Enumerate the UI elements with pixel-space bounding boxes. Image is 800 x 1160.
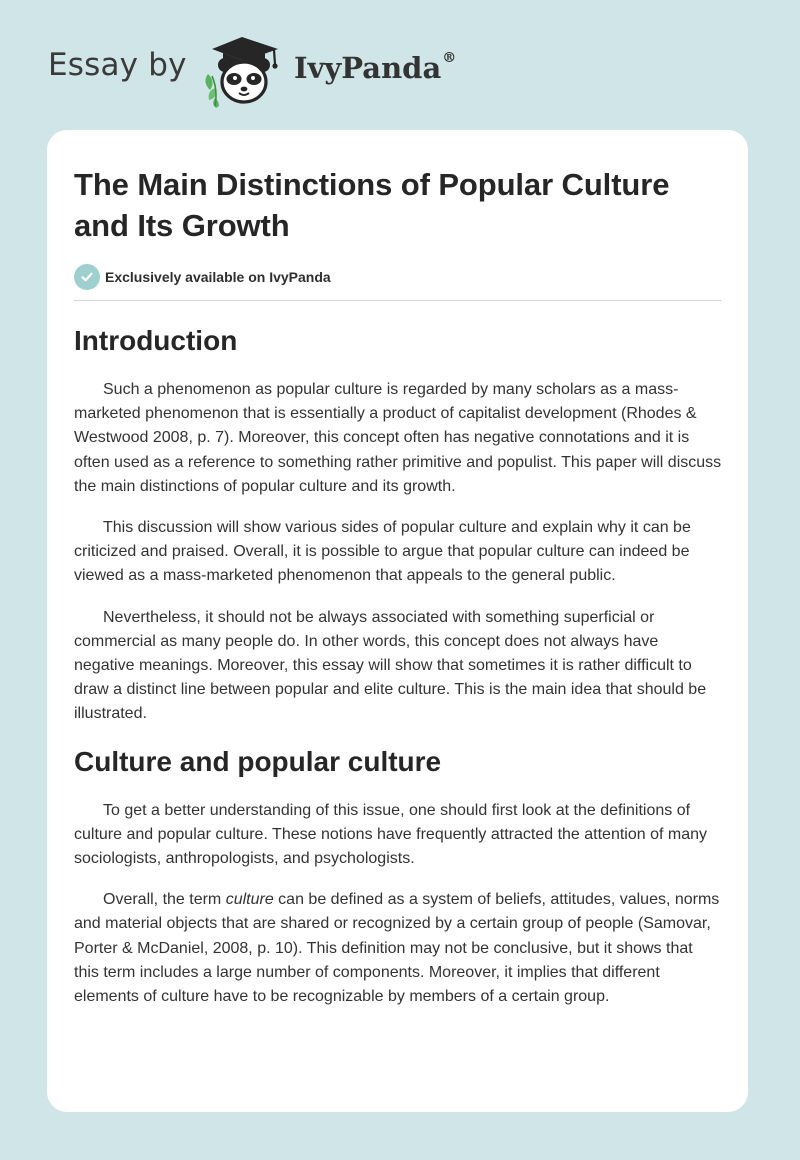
section-heading-introduction: Introduction bbox=[74, 325, 238, 356]
paragraph: Nevertheless, it should not be always associated with something superficial or commercial as many people do. In other words, this concept does not always have negative meanings. Moreover, this essay will show that sometimes it is rather difficult to draw a distinct line between popular and elite culture. This is the main idea that should be illustrated. bbox=[74, 608, 707, 723]
paragraph bbox=[74, 888, 722, 1009]
emphasis-term: culture bbox=[225, 891, 274, 909]
paragraph: This discussion will show various sides of popular culture and explain why it can be criticized and praised. Overall, it is possible to argue that popular culture can indeed be viewed as a mass-marketed phenomenon that appeals to the general public. bbox=[74, 519, 691, 585]
brand-name-text: IvyPanda bbox=[294, 51, 442, 85]
essay-title: The Main Distinctions of Popular Culture and Its Growth bbox=[74, 167, 670, 243]
paragraph: To get a better understanding of this issue, one should first look at the definitions of culture and popular culture. These notions have frequently attracted the attention of many sociologists, anthropologists, and psychologists. bbox=[74, 801, 707, 868]
section-heading-culture: Culture and popular culture bbox=[74, 745, 442, 777]
paragraph-text: Overall, the term bbox=[103, 891, 226, 909]
check-icon bbox=[74, 264, 100, 290]
brand-prefix: Essay by bbox=[48, 47, 187, 83]
divider bbox=[74, 300, 722, 301]
essay-card bbox=[47, 130, 748, 1112]
registered-mark: ® bbox=[442, 50, 457, 66]
panda-graduate-logo-icon[interactable] bbox=[198, 32, 288, 108]
exclusive-label: Exclusively available on IvyPanda bbox=[105, 269, 331, 285]
exclusive-badge bbox=[74, 264, 721, 290]
brand-name[interactable] bbox=[294, 50, 457, 85]
paragraph: Such a phenomenon as popular culture is regarded by many scholars as a mass-marketed phenomenon that is essentially a product of capitalist development (Rhodes & Westwood 2008, p. 7). Moreover, this concept often has negative connotations and it is often used as a reference to something rather primitive and populist. This paper will discuss the main distinctions of popular culture and its growth. bbox=[74, 381, 722, 495]
site-header bbox=[0, 0, 800, 130]
paragraph-text: can be defined as a system of beliefs, attitudes, values, norms and material objects that are shared or recognized by a certain group of people (Samovar, Porter & McDaniel, 2008, p. 10). This definition may not be conclusive, but it shows that this term includes a large number of components. Moreover, it implies that different elements of culture have to be recognizable by members of a certain group. bbox=[74, 891, 720, 1006]
